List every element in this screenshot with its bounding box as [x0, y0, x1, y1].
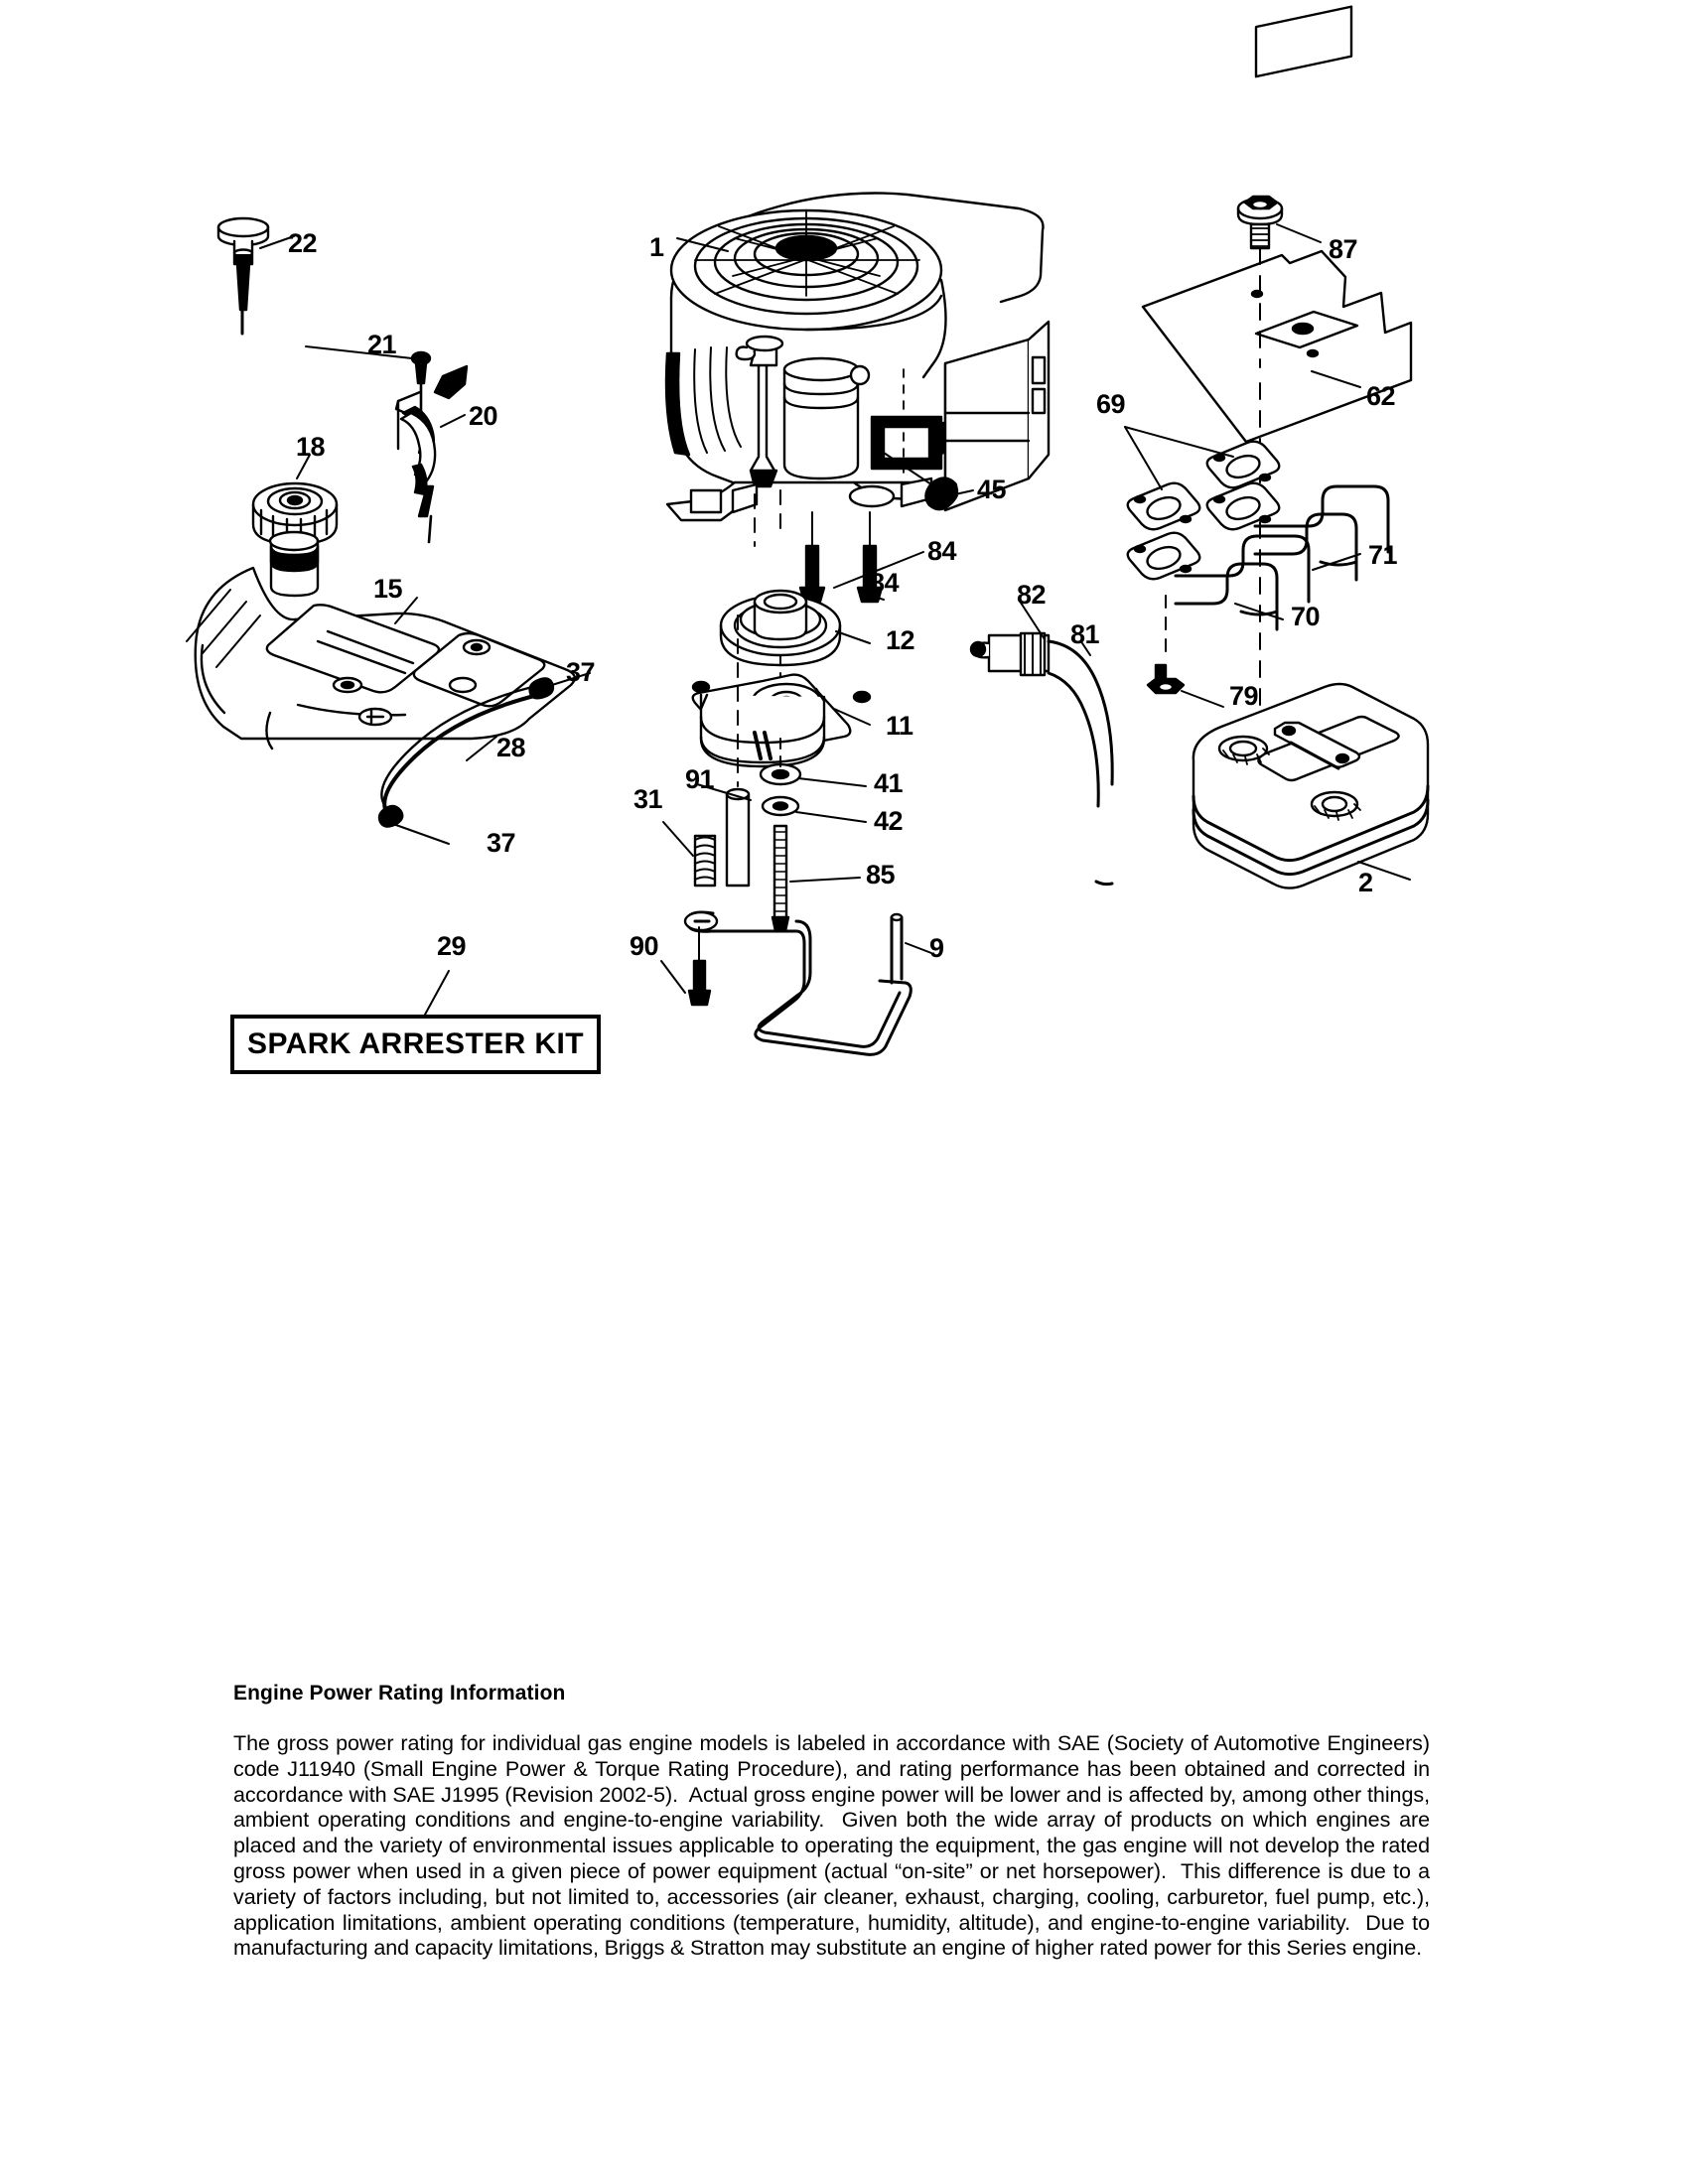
- part-gaskets: [1125, 427, 1279, 579]
- callout-11: 11: [886, 711, 913, 741]
- part-nut: [1148, 596, 1223, 707]
- callout-84-lower: 84: [870, 568, 900, 598]
- callout-22: 22: [288, 228, 318, 258]
- callout-42: 42: [874, 806, 904, 836]
- callout-90: 90: [630, 931, 659, 961]
- part-fuel-tank: [187, 532, 575, 749]
- callout-82: 82: [1017, 580, 1047, 610]
- callout-28: 28: [496, 733, 526, 762]
- spark-arrester-kit-box: [230, 1015, 601, 1074]
- part-washers: [761, 764, 866, 822]
- part-choke-knob: [218, 218, 294, 334]
- callout-2: 2: [1358, 868, 1373, 897]
- callout-37-upper: 37: [566, 657, 596, 687]
- callout-87: 87: [1329, 234, 1358, 264]
- part-pulley: [721, 591, 870, 665]
- callout-12: 12: [886, 625, 915, 655]
- callout-79: 79: [1229, 681, 1259, 711]
- callout-62: 62: [1366, 381, 1396, 411]
- leader-spark-arrester: [425, 971, 449, 1015]
- part-muffler: [1193, 681, 1428, 888]
- callout-69: 69: [1096, 389, 1126, 419]
- part-clutch-brake: [693, 675, 870, 766]
- callout-31: 31: [633, 784, 663, 814]
- callout-9: 9: [929, 933, 944, 963]
- engine-power-rating-body: The gross power rating for individual gas engine models is labeled in accordance with SAE (Society of Automotive Engineers) code J11940 (Small Engine Power & Torque Rating Procedure), and rating performance has been obtained and corrected in accordance with SAE J1995 (Revision 2002-5). Actual gross engine power will be lower and is affected by, among other things, ambient operating conditions and engine-to-engine variability. Given both the wide array of products on which engines are placed and the variety of environmental issues applicable to operating the equipment, the gas engine will not develop the rated gross power when used in a given piece of power equipment (actual “on-site” or net horsepower). This difference is due to a variety of factors including, but not limited to, accessories (air cleaner, exhaust, charging, cooling, carburetor, fuel pump, etc.), application limitations, ambient operating conditions (temperature, humidity, altitude), and engine-to-engine variability. Due to manufacturing and capacity limitations, Briggs & Stratton may substitute an engine of higher rated power for this Series engine.: [233, 1731, 1436, 1961]
- callout-85: 85: [866, 860, 896, 889]
- part-engine: [666, 194, 1049, 521]
- callout-29: 29: [437, 931, 467, 961]
- spark-arrester-kit-label: SPARK ARRESTER KIT: [247, 1027, 584, 1060]
- callout-37-lower: 37: [487, 828, 516, 858]
- callout-91: 91: [685, 764, 715, 794]
- callout-84-upper: 84: [927, 536, 957, 566]
- callout-1: 1: [649, 232, 664, 262]
- callout-71: 71: [1368, 540, 1398, 570]
- engine-power-rating-title: Engine Power Rating Information: [233, 1682, 566, 1705]
- callout-20: 20: [469, 401, 498, 431]
- callout-81: 81: [1070, 619, 1100, 649]
- engine-power-rating-block: [233, 1682, 1436, 1962]
- callout-70: 70: [1291, 602, 1321, 631]
- callout-41: 41: [874, 768, 904, 798]
- callout-18: 18: [296, 432, 326, 462]
- callout-15: 15: [373, 574, 403, 604]
- callout-45: 45: [977, 475, 1007, 504]
- part-brake-rod: [661, 912, 931, 1054]
- callout-21: 21: [367, 330, 397, 359]
